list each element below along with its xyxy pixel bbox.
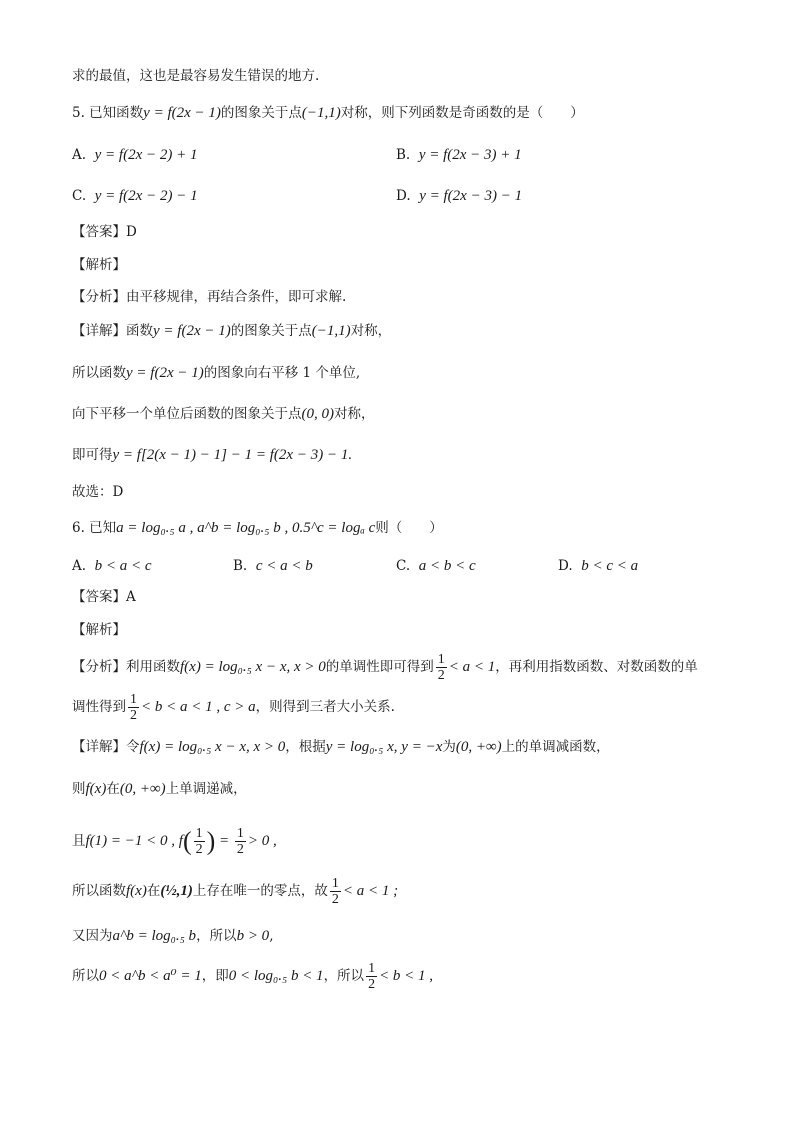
q5-stem-mid: 的图象关于点 [220, 105, 302, 121]
q5-option-b [396, 145, 522, 165]
q6-stem-math: a = log₀.₅ a , a^b = log₀.₅ b , 0.5^c = logₐ c [116, 520, 376, 536]
q5-stem [72, 103, 584, 123]
q5-answer: 【答案】D [72, 224, 137, 240]
q5-option-a-text: y = f(2x − 2) + 1 [94, 147, 198, 163]
fraction-one-half [366, 961, 377, 992]
q6-detail-line4 [72, 876, 398, 907]
q5-detail-mid: 的图象关于点 [230, 323, 312, 339]
intro-line: 求的最值，这也是最容易发生错误的地方. [72, 68, 320, 84]
right-paren: ) [206, 826, 216, 856]
q5-stem-point: (−1,1) [301, 105, 341, 121]
q5-option-d [396, 186, 522, 206]
q6-fx-ineq: < a < 1 [448, 659, 496, 675]
q5-l3-math: (0, 0) [301, 406, 334, 422]
q6-m4-math2: b > 0 [236, 928, 270, 944]
q6-option-c-text: a < b < c [418, 558, 476, 574]
q5-option-a [72, 145, 197, 165]
fraction-one-half [128, 692, 139, 723]
frac-den: 2 [368, 977, 376, 992]
q5-option-d-label: D. [396, 188, 411, 204]
q6-m1-math: f(x) [85, 781, 107, 797]
q6-option-d-label: D. [558, 558, 573, 574]
q6-m5-ineq: < b < 1 , [379, 968, 434, 984]
q5-fenxi: 【分析】由平移规律，再结合条件，即可求解. [72, 289, 347, 305]
q5-l2-math: y = f(2x − 1) [126, 365, 204, 381]
q5-stem-math: y = f(2x − 1) [143, 105, 221, 121]
fraction-one-half [330, 876, 341, 907]
q5-l2-pre: 所以函数 [72, 365, 126, 381]
q5-option-a-label: A. [72, 147, 87, 163]
q5-option-b-text: y = f(2x − 3) + 1 [418, 147, 522, 163]
q6-xj-math2: y = log₀.₅ x, y = −x [325, 739, 443, 755]
q5-detail-pre: 【详解】函数 [72, 323, 153, 339]
q6-option-b [233, 556, 313, 576]
q6-xj-math1: f(x) = log₀.₅ x − x, x > 0 [139, 739, 286, 755]
frac-num: 1 [195, 826, 203, 841]
q6-m3-interval: (½,1) [160, 883, 193, 899]
q6-option-b-text: c < a < b [255, 558, 313, 574]
q6-m1-pre: 则 [72, 781, 86, 797]
fraction-one-half [235, 826, 246, 857]
frac-num: 1 [368, 961, 376, 976]
q6-detail-line5 [72, 926, 273, 946]
frac-num: 1 [331, 876, 339, 891]
q6-fx2-post: ，则得到三者大小关系. [255, 699, 395, 715]
q6-detail-line1 [72, 737, 610, 757]
q6-m2-tail: > 0 , [247, 833, 277, 849]
q5-option-c [72, 186, 198, 206]
q6-option-b-label: B. [233, 558, 248, 574]
q6-m1-math2: (0, +∞) [119, 781, 166, 797]
q5-l4-pre: 即可得 [72, 447, 113, 463]
q5-detail-line3 [72, 404, 375, 424]
q5-l4-math: y = f[2(x − 1) − 1] − 1 = f(2x − 3) − 1. [112, 447, 353, 463]
q6-m4-post: , [269, 928, 274, 944]
q5-detail-line4 [72, 445, 352, 465]
q5-stem-pre: 5. 已知函数 [72, 105, 144, 121]
q6-stem-post: 则（ ） [375, 520, 443, 536]
q6-option-d-text: b < c < a [581, 558, 639, 574]
q6-option-a-label: A. [72, 558, 87, 574]
q6-m5-math2: 0 < log₀.₅ b < 1 [228, 968, 324, 984]
q5-detail-post: 对称， [350, 323, 392, 339]
fraction-one-half [436, 652, 447, 683]
q6-analysis: 【解析】 [72, 622, 126, 638]
q6-fx2-ineq: < b < a < 1 , c > a [141, 699, 256, 715]
q6-detail-line6 [72, 961, 433, 992]
q6-m5-mid2: ，所以 [323, 968, 365, 984]
q6-stem-pre: 6. 已知 [72, 520, 117, 536]
q5-stem-post: 对称，则下列函数是奇函数的是（ ） [340, 105, 584, 121]
q5-detail-line1 [72, 321, 391, 341]
q5-option-b-label: B. [396, 147, 411, 163]
frac-den: 2 [130, 708, 137, 723]
frac-den: 2 [236, 842, 244, 857]
q6-fx-mid: 的单调性即可得到 [325, 659, 434, 675]
q6-m1-post: 上单调递减， [165, 781, 247, 797]
frac-num: 1 [437, 652, 445, 667]
q6-m3-math: f(x) [126, 883, 147, 899]
frac-num: 1 [130, 692, 137, 707]
q6-m4-math: a^b = log₀.₅ b [112, 928, 197, 944]
q6-m1-mid: 在 [106, 781, 120, 797]
q6-m4-pre: 又因为 [72, 928, 113, 944]
fraction-one-half [194, 826, 205, 857]
q6-m3-mid: 在 [146, 883, 161, 899]
q5-analysis: 【解析】 [72, 257, 126, 273]
q6-m2-math: f(1) = −1 < 0 , f [85, 833, 183, 849]
frac-den: 2 [195, 842, 203, 857]
q6-m5-math: 0 < a^b < a⁰ = 1 [99, 968, 202, 984]
q6-fx-math: f(x) = log₀.₅ x − x, x > 0 [180, 659, 326, 675]
q5-choose: 故选：D [72, 484, 124, 500]
q6-fx-pre: 【分析】利用函数 [72, 659, 180, 675]
q6-detail-line2 [72, 779, 247, 799]
q6-option-d [558, 556, 638, 576]
q6-xj-math3: (0, +∞) [455, 739, 502, 755]
q6-option-a-text: b < a < c [94, 558, 152, 574]
q6-xj-pre: 【详解】令 [72, 739, 140, 755]
q6-m5-mid: ，即 [201, 968, 229, 984]
q6-xj-mid2: 为 [442, 739, 456, 755]
q6-option-c [396, 556, 476, 576]
q6-answer: 【答案】A [72, 589, 136, 605]
q6-xj-post: 上的单调减函数， [501, 739, 610, 755]
q6-stem [72, 518, 443, 538]
q5-option-d-text: y = f(2x − 3) − 1 [419, 188, 523, 204]
q6-fx-post: ，再利用指数函数、对数函数的单 [495, 659, 698, 675]
q6-m5-pre: 所以 [72, 968, 99, 984]
q6-fenxi-line2 [72, 692, 395, 723]
frac-den: 2 [437, 668, 445, 683]
q5-l3-pre: 向下平移一个单位后函数的图象关于点 [72, 406, 302, 422]
q5-l3-post: 对称， [334, 406, 375, 422]
q6-m3-ineq: < a < 1 ; [342, 883, 399, 899]
q6-m3-pre: 所以函数 [72, 883, 126, 899]
q6-xj-mid: ，根据 [285, 739, 326, 755]
q6-fx2-pre: 调性得到 [72, 699, 126, 715]
frac-num: 1 [236, 826, 244, 841]
q6-fenxi-line1 [72, 652, 698, 683]
q5-option-c-text: y = f(2x − 2) − 1 [94, 188, 198, 204]
q6-option-a [72, 556, 152, 576]
q6-m3-post: 上存在唯一的零点，故 [192, 883, 328, 899]
frac-den: 2 [331, 892, 339, 907]
q5-detail-math: y = f(2x − 1) [153, 323, 231, 339]
left-paren: ( [182, 826, 192, 856]
q5-detail-line2 [72, 363, 360, 383]
q6-option-c-label: C. [396, 558, 411, 574]
q5-l2-post: 的图象向右平移 1 个单位, [203, 365, 361, 381]
q6-m2-pre: 且 [72, 833, 86, 849]
q5-option-c-label: C. [72, 188, 87, 204]
q5-detail-point: (−1,1) [311, 323, 351, 339]
q6-m4-mid: ，所以 [196, 928, 237, 944]
q6-detail-line3: 且f(1) = −1 < 0 , f( $\frac{1}{2}$ ) = $\frac{1}{2}$ > 0 , [72, 826, 277, 857]
